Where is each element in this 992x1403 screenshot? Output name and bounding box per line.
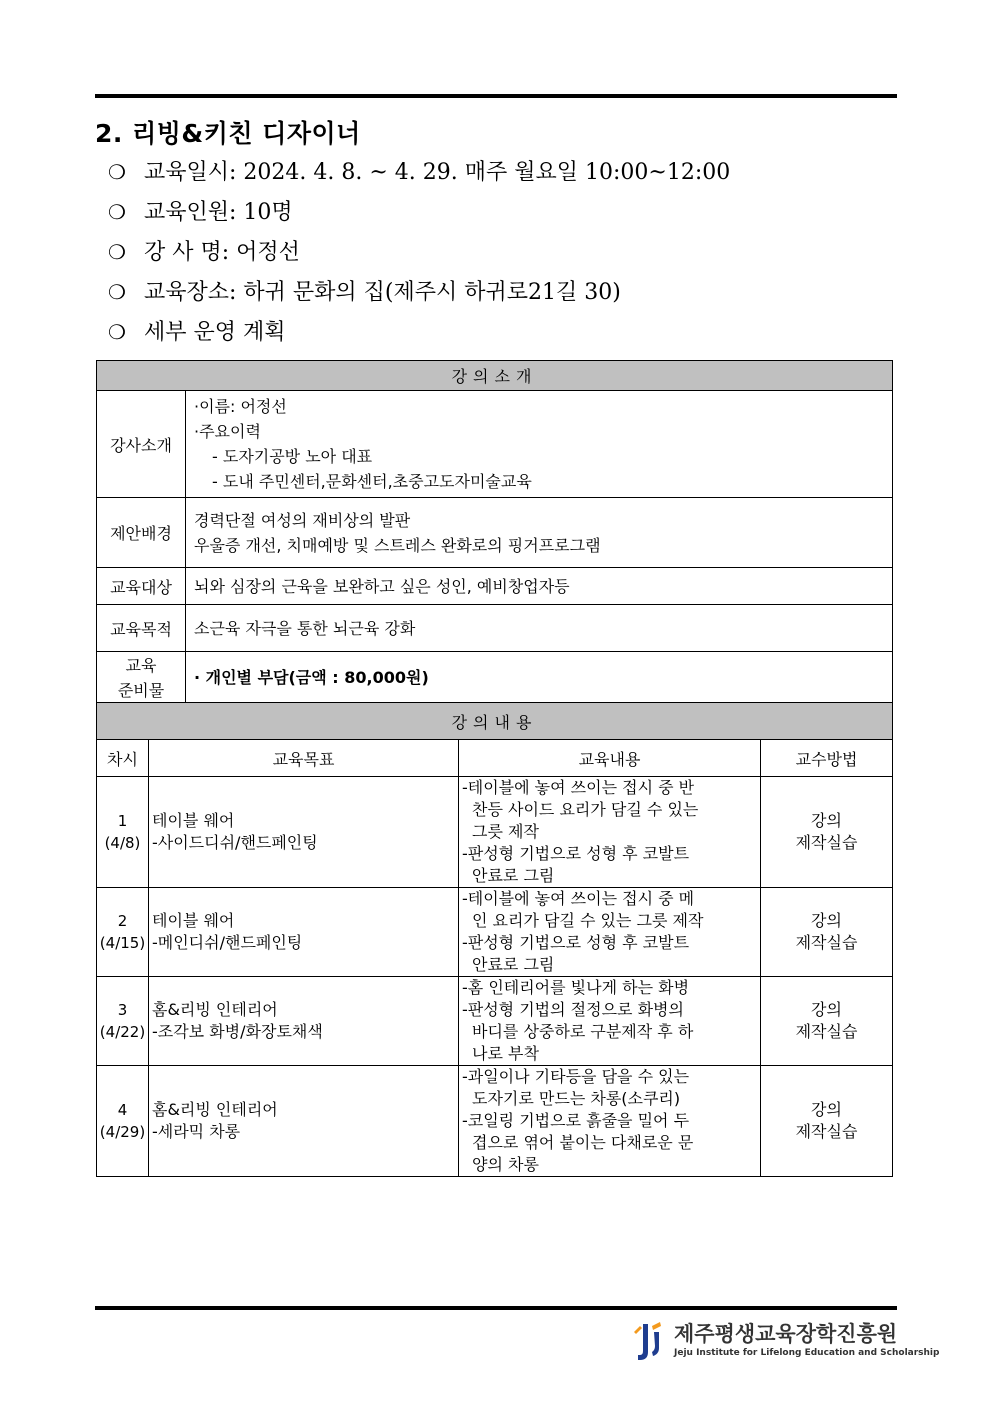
bottom-rule xyxy=(95,1306,897,1310)
circle-bullet-icon: ❍ xyxy=(108,160,126,184)
session-cell: 4 (4/29) xyxy=(97,1066,149,1177)
intro-table xyxy=(96,360,893,704)
row-label: 교육 준비물 xyxy=(97,652,186,704)
bullet-schedule: ❍ 교육일시: 2024. 4. 8. ~ 4. 29. 매주 월요일 10:00~12:00 xyxy=(108,152,898,192)
goal-cell: 홈&리빙 인테리어 -세라믹 차롱 xyxy=(149,1066,459,1177)
content-cell: -과일이나 기타등을 담을 수 있는 도자기로 만드는 차롱(소쿠리) -코일링 기법으로 흙줄을 밀어 두 겹으로 엮어 붙이는 다채로운 문 양의 차롱 xyxy=(459,1066,761,1177)
row-label: 제안배경 xyxy=(97,498,186,568)
table-row xyxy=(97,568,893,605)
bullet-capacity: ❍ 교육인원: 10명 xyxy=(108,192,898,232)
content-cell: -홈 인테리어를 빛나게 하는 화병 -판성형 기법의 절정으로 화병의 바디를 상중하로 구분제작 후 하 나로 부착 xyxy=(459,977,761,1066)
session-cell: 1 (4/8) xyxy=(97,777,149,888)
circle-bullet-icon: ❍ xyxy=(108,280,126,304)
section-heading: 2. 리빙&키친 디자이너 xyxy=(95,119,361,148)
institute-name: 제주평생교육장학진흥원 xyxy=(674,1322,898,1346)
circle-bullet-icon: ❍ xyxy=(108,240,126,264)
table-row xyxy=(97,391,893,498)
row-value: 경력단절 여성의 재비상의 발판 우울증 개선, 치매예방 및 스트레스 완화로의 핑거프로그램 xyxy=(186,498,893,568)
table-header-row xyxy=(97,740,893,777)
table-row xyxy=(97,888,893,977)
method-cell: 강의 제작실습 xyxy=(761,1066,893,1177)
top-rule xyxy=(95,94,897,98)
table-row xyxy=(97,652,893,704)
table-row xyxy=(97,1066,893,1177)
method-cell: 강의 제작실습 xyxy=(761,777,893,888)
goal-cell: 테이블 웨어 -메인디쉬/핸드페인팅 xyxy=(149,888,459,977)
session-cell: 2 (4/15) xyxy=(97,888,149,977)
circle-bullet-icon: ❍ xyxy=(108,320,126,344)
method-cell: 강의 제작실습 xyxy=(761,977,893,1066)
row-label: 강사소개 xyxy=(97,391,186,498)
content-cell: -테이블에 놓여 쓰이는 접시 중 메 인 요리가 담길 수 있는 그릇 제작 -판성형 기법으로 성형 후 코발트 안료로 그림 xyxy=(459,888,761,977)
row-label: 교육대상 xyxy=(97,568,186,605)
header-method: 교수방법 xyxy=(761,740,893,777)
row-value: · 개인별 부담(금액 : 80,000원) xyxy=(186,652,893,704)
header-session: 차시 xyxy=(97,740,149,777)
content-cell: -테이블에 놓여 쓰이는 접시 중 반 찬등 사이드 요리가 담길 수 있는 그릇 제작 -판성형 기법으로 성형 후 코발트 안료로 그림 xyxy=(459,777,761,888)
row-value: ·이름: 어정선 ·주요이력 - 도자기공방 노아 대표 - 도내 주민센터,문화센터,초중고도자미술교육 xyxy=(186,391,893,498)
header-content: 교육내용 xyxy=(459,740,761,777)
bullet-instructor: ❍ 강 사 명: 어정선 xyxy=(108,232,898,272)
table-row xyxy=(97,605,893,652)
content-table xyxy=(96,702,893,1177)
bullet-location: ❍ 교육장소: 하귀 문화의 집(제주시 하귀로21길 30) xyxy=(108,272,898,312)
table-row xyxy=(97,777,893,888)
content-section-title: 강의내용 xyxy=(97,703,893,740)
institute-logo-icon xyxy=(626,1318,672,1364)
header-goal: 교육목표 xyxy=(149,740,459,777)
row-label: 교육목적 xyxy=(97,605,186,652)
goal-cell: 테이블 웨어 -사이드디쉬/핸드페인팅 xyxy=(149,777,459,888)
row-value: 소근육 자극을 통한 뇌근육 강화 xyxy=(186,605,893,652)
goal-cell: 홈&리빙 인테리어 -조각보 화병/화장토채색 xyxy=(149,977,459,1066)
institute-name-en: Jeju Institute for Lifelong Education and Scholarship xyxy=(674,1348,940,1358)
bullet-plan: ❍ 세부 운영 계획 xyxy=(108,312,898,352)
row-value: 뇌와 심장의 근육을 보완하고 싶은 성인, 예비창업자등 xyxy=(186,568,893,605)
table-row xyxy=(97,977,893,1066)
overview-list xyxy=(108,152,898,352)
table-row xyxy=(97,498,893,568)
intro-section-title: 강의소개 xyxy=(97,361,893,391)
method-cell: 강의 제작실습 xyxy=(761,888,893,977)
circle-bullet-icon: ❍ xyxy=(108,200,126,224)
session-cell: 3 (4/22) xyxy=(97,977,149,1066)
